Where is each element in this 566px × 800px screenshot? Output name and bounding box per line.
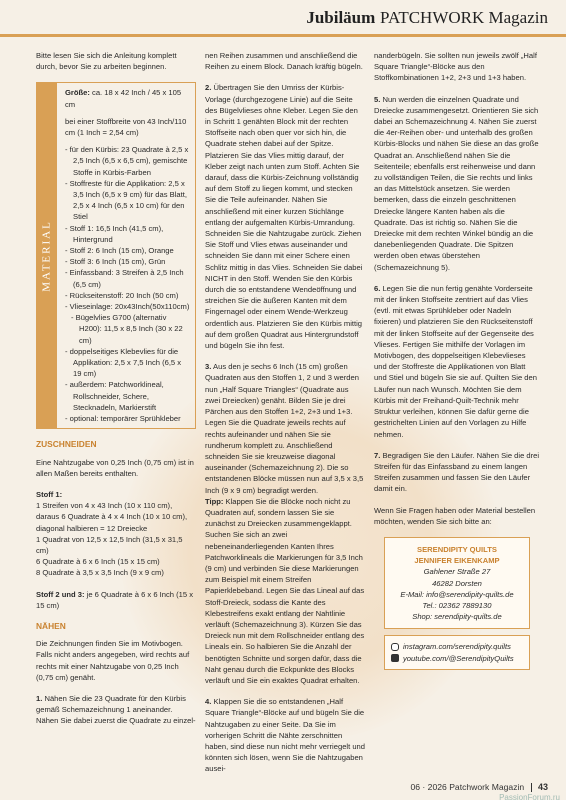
- step-3: [205, 361, 365, 495]
- footer-separator: [531, 783, 532, 792]
- groesse-label: Größe:: [65, 88, 90, 98]
- stoff23-text: je 6 Quadrate à 6 x 6 Inch (15 x 15 cm): [36, 589, 194, 610]
- material-item: - Bügelvlies G700 (alternativ H200): 11,5 x 8,5 Inch (30 x 22 cm): [71, 313, 183, 345]
- material-item: - doppelseitiges Klebevlies für die Applikation: 2,5 x 7,5 Inch (6,5 x 19 cm): [65, 346, 182, 379]
- col2-intro: nen Reihen zusammen und anschließend die Reihen zu einem Block. Danach kräftig bügeln.: [205, 51, 363, 72]
- material-box: [36, 82, 196, 429]
- footer-issue: 06 · 2026: [410, 781, 447, 792]
- instagram-icon: [391, 643, 399, 651]
- step-1: [36, 693, 196, 727]
- social-box: [384, 635, 530, 669]
- youtube-icon: [391, 654, 399, 662]
- step-4-number: 4.: [205, 697, 212, 707]
- stoffbreite-text: bei einer Stoffbreite von 43 Inch/110 cm (1 Inch = 2,54 cm): [65, 116, 187, 138]
- footer-magazine: Patchwork Magazin: [449, 781, 525, 792]
- naehen-text: Die Zeichnungen finden Sie im Motivbogen. Falls nicht anders angegeben, wird rechts auf rechts mit einer Nahtzugabe von 0,25 Inch (0,75 cm) genäht.: [36, 639, 190, 682]
- questions-text: Wenn Sie Fragen haben oder Material bestellen möchten, wenden Sie sich bitte an:: [374, 505, 536, 526]
- material-item: - Stoffreste für die Applikation: 2,5 x 3,5 Inch (6,5 x 9 cm) für das Blatt, 2,5 x 4 Inch (6,5 x 10 cm) für den Stiel: [65, 178, 187, 222]
- contact-street: Gahlener Straße 27: [423, 567, 491, 577]
- material-item: - außerdem: Patchworklineal, Rollschneider, Schere, Stecknadeln, Markierstift: [65, 380, 164, 412]
- column-3: [374, 50, 540, 670]
- stoff1-label: Stoff 1:: [36, 489, 63, 499]
- step-3-number: 3.: [205, 362, 212, 372]
- column-2: [205, 50, 365, 785]
- page-number: 43: [537, 781, 548, 792]
- material-item: - Einfassband: 3 Streifen à 2,5 Inch (6,5 cm): [65, 268, 184, 289]
- tipp-text: Klappen Sie die Blöcke noch nicht zu Quadraten auf, sondern lassen Sie sie zunächst zu Dreiecken zusammengeklappt. Suchen Sie sich an zwei nebeneinanderliegenden Kanten Ihres Patchworklineals die Markierungen für 3,5 Inch (9 cm) und verbinden Sie diese Markierungen zum Beispiel mit einem Streifen Papierklebeband. Legen Sie das Lineal auf das Stoff-Dreieck, sodass die Kante des Klebestreifens exakt entlang der Nahtlinie verläuft (Schemazeichnung 3). Kürzen Sie das Dreieck nun mit dem Rollschneider entlang des Lineals ein. So halbieren Sie die Anzahl der benötigten Schnitte und sorgen dafür, dass die Naht genau durch die Eckpunkte des Blocks verläuft und Sie ein exaktes Quadrat erhalten.: [205, 496, 365, 685]
- contact-phone: Tel.: 02362 7889130: [422, 600, 492, 610]
- contact-shop: Shop: serendipity-quilts.de: [412, 612, 502, 622]
- material-item: - Stoff 3: 6 Inch (15 cm), Grün: [65, 257, 166, 267]
- contact-city: 46282 Dorsten: [432, 578, 482, 588]
- stoff23-line: [36, 589, 196, 611]
- step-4-text: Klappen Sie die so entstandenen „Half Square Triangle“-Blöcke auf und bügeln Sie die Nahtzugaben zu einer Seite. Da Sie im vorherigen Schritt die Nähte zerschnitten haben, sind diese nun nicht mehr verriegelt und könnten sich lösen, wenn Sie die Nahtzugaben ausei-: [205, 697, 365, 774]
- material-item: - optional: temporärer Sprühkleber: [65, 414, 181, 424]
- step-2: [205, 82, 365, 351]
- youtube-link[interactable]: youtube.com/@SerendipityQuilts: [403, 653, 514, 663]
- step-4: [205, 696, 365, 774]
- step-6-number: 6.: [374, 283, 381, 293]
- step-7-text: Begradigen Sie den Läufer. Nähen Sie die drei Streifen für das Einfassband zu einem langen Streifen zusammen und fassen Sie den Läufer damit ein.: [374, 450, 540, 494]
- step-7: [374, 450, 540, 495]
- step-1-number: 1.: [36, 693, 43, 703]
- contact-box: [384, 537, 530, 629]
- zuschneiden-heading: ZUSCHNEIDEN: [36, 439, 97, 450]
- material-item: - Stoff 1: 16,5 Inch (41,5 cm), Hintergrund: [65, 223, 164, 244]
- header-title-rest: PATCHWORK Magazin: [380, 8, 548, 27]
- groesse-line: [65, 87, 191, 109]
- youtube-row: [391, 653, 523, 664]
- watermark: PassionForum.ru: [499, 793, 560, 800]
- zuschneiden-text: Eine Nahtzugabe von 0,25 Inch (0,75 cm) ist in allen Maßen bereits enthalten.: [36, 457, 194, 478]
- stoff1-line: 1 Quadrat von 12,5 x 12,5 Inch (31,5 x 31,5 cm): [36, 534, 183, 555]
- step-6-text: Legen Sie die nun fertig genähte Vorderseite mit der linken Stoffseite zentriert auf das Vlies (evtl. mit etwas Sprühkleber oder Nadeln fixieren) und platzieren Sie den Rückseitenstoff mit der linken Stoffseite auf der Gegenseite des Vlieses. Fertigen Sie mithilfe der Vorlagen im Motivbogen, des doppelseitigen Klebevlieses und der Stoffreste die Applikationen von Blatt und Stiel und bügeln Sie sie auf. Quilten Sie den Läufer nun nach Wunsch. Möchten Sie dem Kürbis mit der Freihand-Quilt-Technik mehr Struktur verleihen, können Sie dafür gerne die gestrichelten Linien auf den Vorlagen zu Hilfe nehmen.: [374, 283, 537, 439]
- step-5-text: Nun werden die einzelnen Quadrate und Dreiecke zusammengesetzt. Orientieren Sie sich dabei an Schemazeichnung 4. Nähen Sie zuerst die 4er-Reihen ober- und unterhalb des großen Kürbis-Blocks und nähen Sie diese an das große Quadrat an. Anschließend nähen Sie die Seitenteile; ebenfalls erst reihenweise und dann zu vollständigen Teilen, die Sie rechts und links an das Mittelstück ansetzen. Sie werden bemerken, dass die einzeln geschnittenen Dreiecke längere Kanten haben als die Quadrate. Das ist richtig so. Nähen Sie die Dreiecke mit dem rechten Winkel bündig an die danebenliegenden Quadrate. Die Spitzen werden oben etwas überstehen (Schemazeichnung 5).: [374, 94, 539, 272]
- material-item: - Stoff 2: 6 Inch (15 cm), Orange: [65, 246, 174, 256]
- step-2-number: 2.: [205, 83, 212, 93]
- instagram-row: [391, 641, 523, 652]
- stoff1-line: 1 Streifen von 4 x 43 Inch (10 x 110 cm), daraus 6 Quadrate à 4 x 4 Inch (10 x 10 cm), diagonal halbieren = 12 Dreiecke: [36, 501, 188, 533]
- material-item: - Rückseitenstoff: 20 Inch (50 cm): [65, 290, 179, 300]
- step-7-number: 7.: [374, 450, 381, 460]
- naehen-heading: NÄHEN: [36, 620, 66, 631]
- material-item: - Vlieseinlage: 20x43Inch(50x110cm): [65, 302, 190, 312]
- material-item: - für den Kürbis: 23 Quadrate à 2,5 x 2,5 Inch (6,5 x 6,5 cm), gemischte Stoffe in Kürbis-Farben: [65, 145, 189, 177]
- contact-email: E-Mail: info@serendipity-quilts.de: [400, 589, 514, 599]
- step-5-number: 5.: [374, 94, 381, 104]
- instagram-link[interactable]: instagram.com/serendipity.quilts: [403, 642, 511, 652]
- step-1-text: Nähen Sie die 23 Quadrate für den Kürbis gemäß Schemazeichnung 1 aneinander. Nähen Sie dabei zuerst die Quadrate zu einzel-: [36, 693, 196, 726]
- page-footer: [410, 782, 548, 792]
- header-title-bold: Jubiläum: [306, 8, 376, 27]
- tipp-label: Tipp:: [205, 496, 224, 506]
- step-3-text: Aus den je sechs 6 Inch (15 cm) großen Quadraten aus den Stoffen 1, 2 und 3 werden nun „Half Square Triangles“ (Quadrate aus zwei Dreiecken) genäht. Bilden Sie je drei Pärchen aus den Stoffen 1+2, 2+3 und 1+3. Legen Sie die Quadrate jeweils rechts auf rechts aufeinander und nähen Sie sie rundherum komplett zu. Anschließend schneiden Sie sie kreuzweise diagonal auseinander (Schemazeichnung 2). Die so entstandenen Blöcke müssen nun auf 3,5 x 3,5 Inch (9 x 9 cm) begradigt werden.: [205, 362, 364, 495]
- contact-org-2: JENNIFER EIKENKAMP: [414, 556, 500, 566]
- material-label-bar: [37, 83, 57, 428]
- column-1: [36, 50, 196, 737]
- intro-text: Bitte lesen Sie sich die Anleitung komplett durch, bevor Sie zu arbeiten beginnen.: [36, 51, 177, 72]
- step-5: [374, 94, 540, 273]
- header-divider: [0, 34, 566, 37]
- stoff1-line: 6 Quadrate à 6 x 6 Inch (15 x 15 cm): [36, 557, 160, 567]
- stoff1-line: 8 Quadrate à 3,5 x 3,5 Inch (9 x 9 cm): [36, 568, 164, 578]
- stoff23-label: Stoff 2 und 3:: [36, 589, 85, 599]
- tipp: [205, 496, 365, 686]
- step-6: [374, 283, 540, 440]
- material-label: MATERIAL: [40, 220, 53, 292]
- col3-intro: nanderbügeln. Sie sollten nun jeweils zwölf „Half Square Triangle“-Blöcke aus den Stoffkombinationen 1+2, 2+3 und 1+3 haben.: [374, 51, 537, 83]
- groesse-value: ca. 18 x 42 Inch / 45 x 105 cm: [65, 88, 182, 109]
- step-2-text: Übertragen Sie den Umriss der Kürbis-Vorlage (durchgezogene Linie) auf die Seite des Bügelvlieses ohne Kleber. Legen Sie den in Schritt 1 genähten Block mit der rechten Stoffseite nach oben quer vor sich hin, die Quadrate stehen dabei auf der Spitze. Platzieren Sie das Vlies mittig darauf, der Kleber zeigt nach unten zum Stoff. Achten Sie darauf, dass die Kürbis-Zeichnung vollständig auf dem Stoff zu liegen kommt, und stecken Sie die Teile aufeinander. Nähen Sie anschließend mit einer kurzen Stichlänge entlang der aufgemalten Kürbis-Umrandung. Schneiden Sie die Nahtzugabe zurück. Ziehen Sie Stoff und Vlies etwas auseinander und schneiden Sie dann mit einer Schere einen Schlitz mittig in das Vlies. Schneiden Sie dabei NICHT in den Stoff. Wenden Sie den Kürbis durch die so entstandene Wendeöffnung und streichen Sie die äußeren Kanten mit dem Fingernagel oder einem Wende-Werkzeug ordentlich aus. Platzieren Sie den Kürbis mittig auf dem großen Quadrat aus Hintergrundstoff und bügeln Sie ihn fest.: [205, 83, 363, 351]
- contact-org-1: SERENDIPITY QUILTS: [417, 544, 497, 554]
- page-header: [306, 8, 548, 28]
